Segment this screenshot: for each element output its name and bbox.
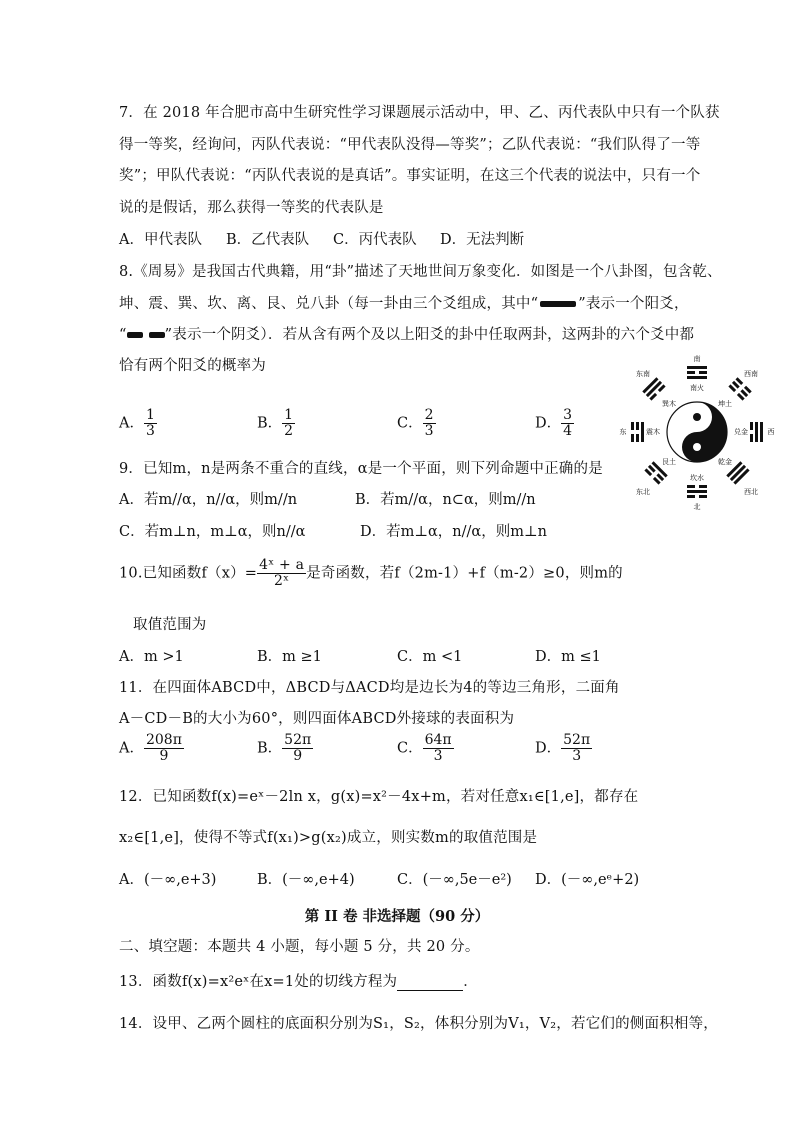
trigram-bottom-icon: [687, 485, 707, 498]
q12-line2: x₂∈[1,e]，使得不等式f(x₁)>g(x₂)成立，则实数m的取值范围是: [119, 830, 538, 846]
q12-line1: 12．已知函数f(x)=eˣ－2ln x，g(x)=x²－4x+m，若对任意x₁∈[1,e]，都存在: [119, 789, 639, 805]
q7-line1: 7．在 2018 年合肥市高中生研究性学习课题展示活动中，甲、乙、丙代表队中只有一个队获: [119, 105, 720, 121]
q7-option-d: D．无法判断: [440, 232, 525, 248]
q10-fraction: $\frac{\text{4ˣ + a}}{\text{2ˣ}}$: [259, 557, 305, 589]
bagua-inner-bottom: 坎水: [690, 474, 704, 482]
q11-option-a: A． $\frac{208\pi}{9}$: [119, 732, 182, 764]
q8-option-a: A． $\frac{1}{3}$: [119, 407, 155, 439]
q13-line: [119, 970, 478, 991]
q10-option-b: B．m ≥1: [257, 649, 322, 665]
q9-option-c: C．若m⊥n，m⊥α，则n//α: [119, 524, 306, 540]
part2-title: 第 II 卷 非选择题（90 分）: [304, 908, 490, 925]
bagua-inner-top: 南火: [690, 384, 704, 392]
q8-line4: 恰有两个阳爻的概率为: [119, 358, 266, 374]
q10-option-d: D．m ≤1: [535, 649, 601, 665]
q8-option-c: C． $\frac{2}{3}$: [397, 407, 434, 439]
q8-line2-text-a: 坤、震、巽、坎、离、艮、兑八卦（每一卦由三个爻组成，其中“: [119, 296, 539, 312]
yin-line-right-icon: [149, 332, 165, 338]
q9-stem: 9．已知m，n是两条不重合的直线，α是一个平面，则下列命题中正确的是: [119, 461, 603, 477]
bagua-diagram: [617, 352, 777, 512]
yin-line-left-icon: [127, 332, 143, 338]
bagua-label-left: 东: [619, 428, 627, 436]
trigram-top-icon: [687, 366, 707, 379]
q11-line1: 11．在四面体ABCD中，ΔBCD与ΔACD均是边长为4的等边三角形，二面角: [119, 680, 620, 696]
q12-option-a: A．(－∞,e+3): [119, 872, 217, 888]
q11-option-d: D． $\frac{52\pi}{3}$: [535, 732, 591, 764]
q9-option-a: A．若m//α，n//α，则m//n: [119, 492, 298, 508]
trigram-top-left-icon: [642, 377, 665, 400]
q7-line2: 得一等奖，经询问，丙队代表说：“甲代表队没得—等奖”；乙队代表说：“我们队得了一等: [119, 137, 701, 153]
q11-option-c: C． $\frac{64\pi}{3}$: [397, 732, 452, 764]
q10-prefix: 10.已知函数f（x）=: [119, 565, 258, 582]
q8-line1: 8.《周易》是我国古代典籍，用“卦”描述了天地世间万象变化．如图是一个八卦图，包含乾、: [119, 264, 722, 280]
q7-line4: 说的是假话，那么获得一等奖的代表队是: [119, 200, 384, 216]
q10-line1: [119, 558, 623, 589]
q12-option-d: D．(－∞,eᵉ+2): [535, 872, 640, 888]
bagua-inner-right: 兑金: [734, 428, 748, 436]
q8-line2-text-b: ”表示一个阳爻，: [578, 296, 689, 312]
q8-option-b: B． $\frac{1}{2}$: [257, 407, 294, 439]
q9-option-d: D．若m⊥α，n//α，则m⊥n: [360, 524, 547, 540]
bagua-corner-br: 西北: [744, 488, 758, 496]
bagua-inner-left: 震木: [646, 428, 660, 436]
bagua-corner-tl: 东南: [636, 370, 650, 378]
q13-suffix: ．: [463, 974, 478, 990]
bagua-label-top: 南: [693, 355, 701, 363]
q7-option-a: A．甲代表队: [119, 232, 202, 248]
q12-option-b: B．(－∞,e+4): [257, 872, 355, 888]
q13-answer-blank: [397, 976, 463, 991]
q8-line3-text-b: ”表示一个阴爻）．若从含有两个及以上阳爻的卦中任取两卦，这两卦的六个爻中都: [164, 327, 695, 343]
bagua-label-right: 西: [767, 428, 775, 436]
q7-option-b: B．乙代表队: [226, 232, 310, 248]
q13-prefix: 13．函数f(x)=x²eˣ在x=1处的切线方程为: [119, 974, 398, 990]
bagua-inner-br: 乾金: [718, 458, 732, 466]
bagua-label-bottom: 北: [693, 503, 701, 511]
yin-yang-icon: [667, 402, 727, 462]
bagua-inner-tl: 巽木: [662, 400, 676, 408]
section-fill-in-title: 二、填空题：本题共 4 小题，每小题 5 分，共 20 分。: [119, 939, 480, 955]
q14-line1: 14．设甲、乙两个圆柱的底面积分别为S₁，S₂，体积分别为V₁，V₂，若它们的侧面积相等，: [119, 1016, 719, 1032]
q10-option-c: C．m <1: [397, 649, 463, 665]
bagua-corner-bl: 东北: [636, 488, 650, 496]
q10-line2: 取值范围为: [133, 617, 207, 633]
trigram-left-icon: [631, 422, 644, 442]
q8-line3: [119, 323, 694, 344]
yang-line-icon: [540, 301, 576, 307]
bagua-corner-tr: 西南: [744, 370, 758, 378]
q12-option-c: C．(－∞,5e－e²): [397, 872, 512, 888]
q10-suffix: 是奇函数，若f（2m-1）+f（m-2）≥0，则m的: [306, 565, 623, 582]
trigram-right-icon: [750, 422, 763, 442]
q10-option-a: A．m >1: [119, 649, 184, 665]
bagua-inner-bl: 艮土: [662, 458, 676, 466]
bagua-inner-tr: 坤土: [718, 400, 732, 408]
q7-option-c: C．丙代表队: [333, 232, 417, 248]
q11-line2: A－CD－B的大小为60°，则四面体ABCD外接球的表面积为: [119, 711, 515, 727]
q8-line3-text-a: “: [119, 327, 127, 343]
trigram-top-right-icon: [728, 377, 751, 400]
q9-option-b: B．若m//α，n⊂α，则m//n: [355, 492, 536, 508]
q8-line2: [119, 292, 689, 313]
q8-option-d: D． $\frac{3}{4}$: [535, 407, 573, 439]
q7-line3: 奖”；甲队代表说：“丙队代表说的是真话”。事实证明，在这三个代表的说法中，只有一个: [119, 168, 701, 184]
q11-option-b: B． $\frac{52\pi}{9}$: [257, 732, 312, 764]
